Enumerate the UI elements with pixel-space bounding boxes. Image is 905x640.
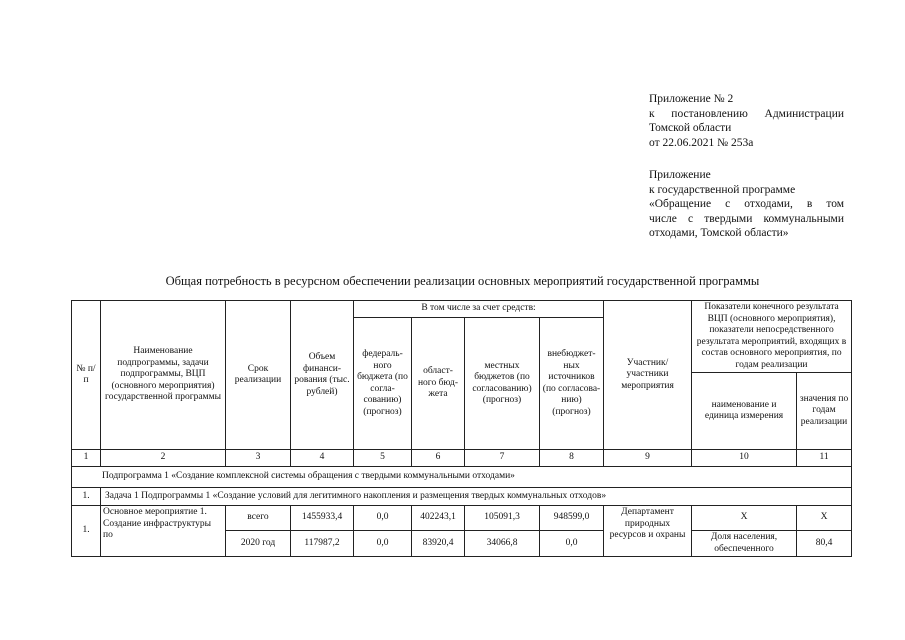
event-participant: Департамент природных ресурсов и охраны [604,506,692,557]
appendix-title: Приложение [649,169,711,181]
federal-cell: 0,0 [354,506,412,531]
document-title: Общая потребность в ресурсном обеспечении реализации основных мероприятий государственной программы [165,274,760,288]
table-row [72,506,852,531]
header-federal: федераль-ного бюджета (по согла-сованию) (прогноз) [354,318,412,450]
header-volume: Объем финанси-рования (тыс. рублей) [291,301,354,450]
extrabudget-cell: 948599,0 [540,506,604,531]
extrabudget-cell: 0,0 [540,531,604,557]
appendix-2-header [649,92,844,150]
appendix-program-ref: к государственной программе [649,183,796,196]
header-name: Наименование подпрограммы, задачи подпрограммы, ВЦП (основного мероприятия) государственной программы [101,301,226,450]
event-name: Основное мероприятие 1. Создание инфраструктуры по [101,506,226,557]
header-row-1 [72,301,852,318]
appendix-2-decree: к постановлению Администрации [649,107,844,120]
column-number: 11 [797,450,852,467]
column-number: 10 [692,450,797,467]
column-number: 2 [101,450,226,467]
header-indicator-values: значения по годам реализации [797,373,852,450]
indicator-value-cell: 80,4 [797,531,852,557]
local-cell: 34066,8 [465,531,540,557]
appendix-2-authority: Томской области [649,122,732,134]
volume-cell: 117987,2 [291,531,354,557]
column-number: 8 [540,450,604,467]
column-number-row [72,450,852,467]
volume-cell: 1455933,4 [291,506,354,531]
task-title: Задача 1 Подпрограммы 1 «Создание условий для легитимного накопления и размещения твердых коммунальных отходов» [101,488,852,506]
header-regional: област-ного бюд-жета [412,318,465,450]
header-including: В том числе за счет средств: [354,301,604,318]
appendix-program-name-1: «Обращение с отходами, в том [649,198,844,210]
indicator-name-cell: Х [692,506,797,531]
indicator-name-cell: Доля населения, обеспеченного [692,531,797,557]
header-num: № п/п [72,301,101,450]
period-cell: 2020 год [226,531,291,557]
column-number: 5 [354,450,412,467]
subprogram-title: Подпрограмма 1 «Создание комплексной системы обращения с твердыми коммунальными отходами» [72,467,852,488]
regional-cell: 402243,1 [412,506,465,531]
subprogram-row [72,467,852,488]
task-row [72,488,852,506]
header-period: Срок реализации [226,301,291,450]
regional-cell: 83920,4 [412,531,465,557]
appendix-2-title: Приложение № 2 [649,93,734,105]
period-cell: всего [226,506,291,531]
header-indicators: Показатели конечного результата ВЦП (основного мероприятия), показатели непосредственного результата мероприятий, входящих в состав основного мероприятия, по годам реализации [692,301,852,373]
column-number: 6 [412,450,465,467]
header-extrabudget: внебюджет-ных источников (по согласова-нию) (прогноз) [540,318,604,450]
column-number: 3 [226,450,291,467]
header-indicator-name: наименование и единица измерения [692,373,797,450]
header-local: местных бюджетов (по согласованию) (прогноз) [465,318,540,450]
indicator-value-cell: Х [797,506,852,531]
appendix-program-header [649,168,844,241]
appendix-program-name-3: отходами, Томской области» [649,227,789,239]
appendix-2-date-number: от 22.06.2021 № 253а [649,136,754,149]
column-number: 7 [465,450,540,467]
federal-cell: 0,0 [354,531,412,557]
task-number: 1. [72,488,101,506]
column-number: 4 [291,450,354,467]
resource-table [71,300,852,557]
column-number: 9 [604,450,692,467]
appendix-program-name-2: числе с твердыми коммунальными [649,212,844,225]
local-cell: 105091,3 [465,506,540,531]
column-number: 1 [72,450,101,467]
header-participant: Участник/ участники мероприятия [604,301,692,450]
event-number: 1. [72,506,101,557]
